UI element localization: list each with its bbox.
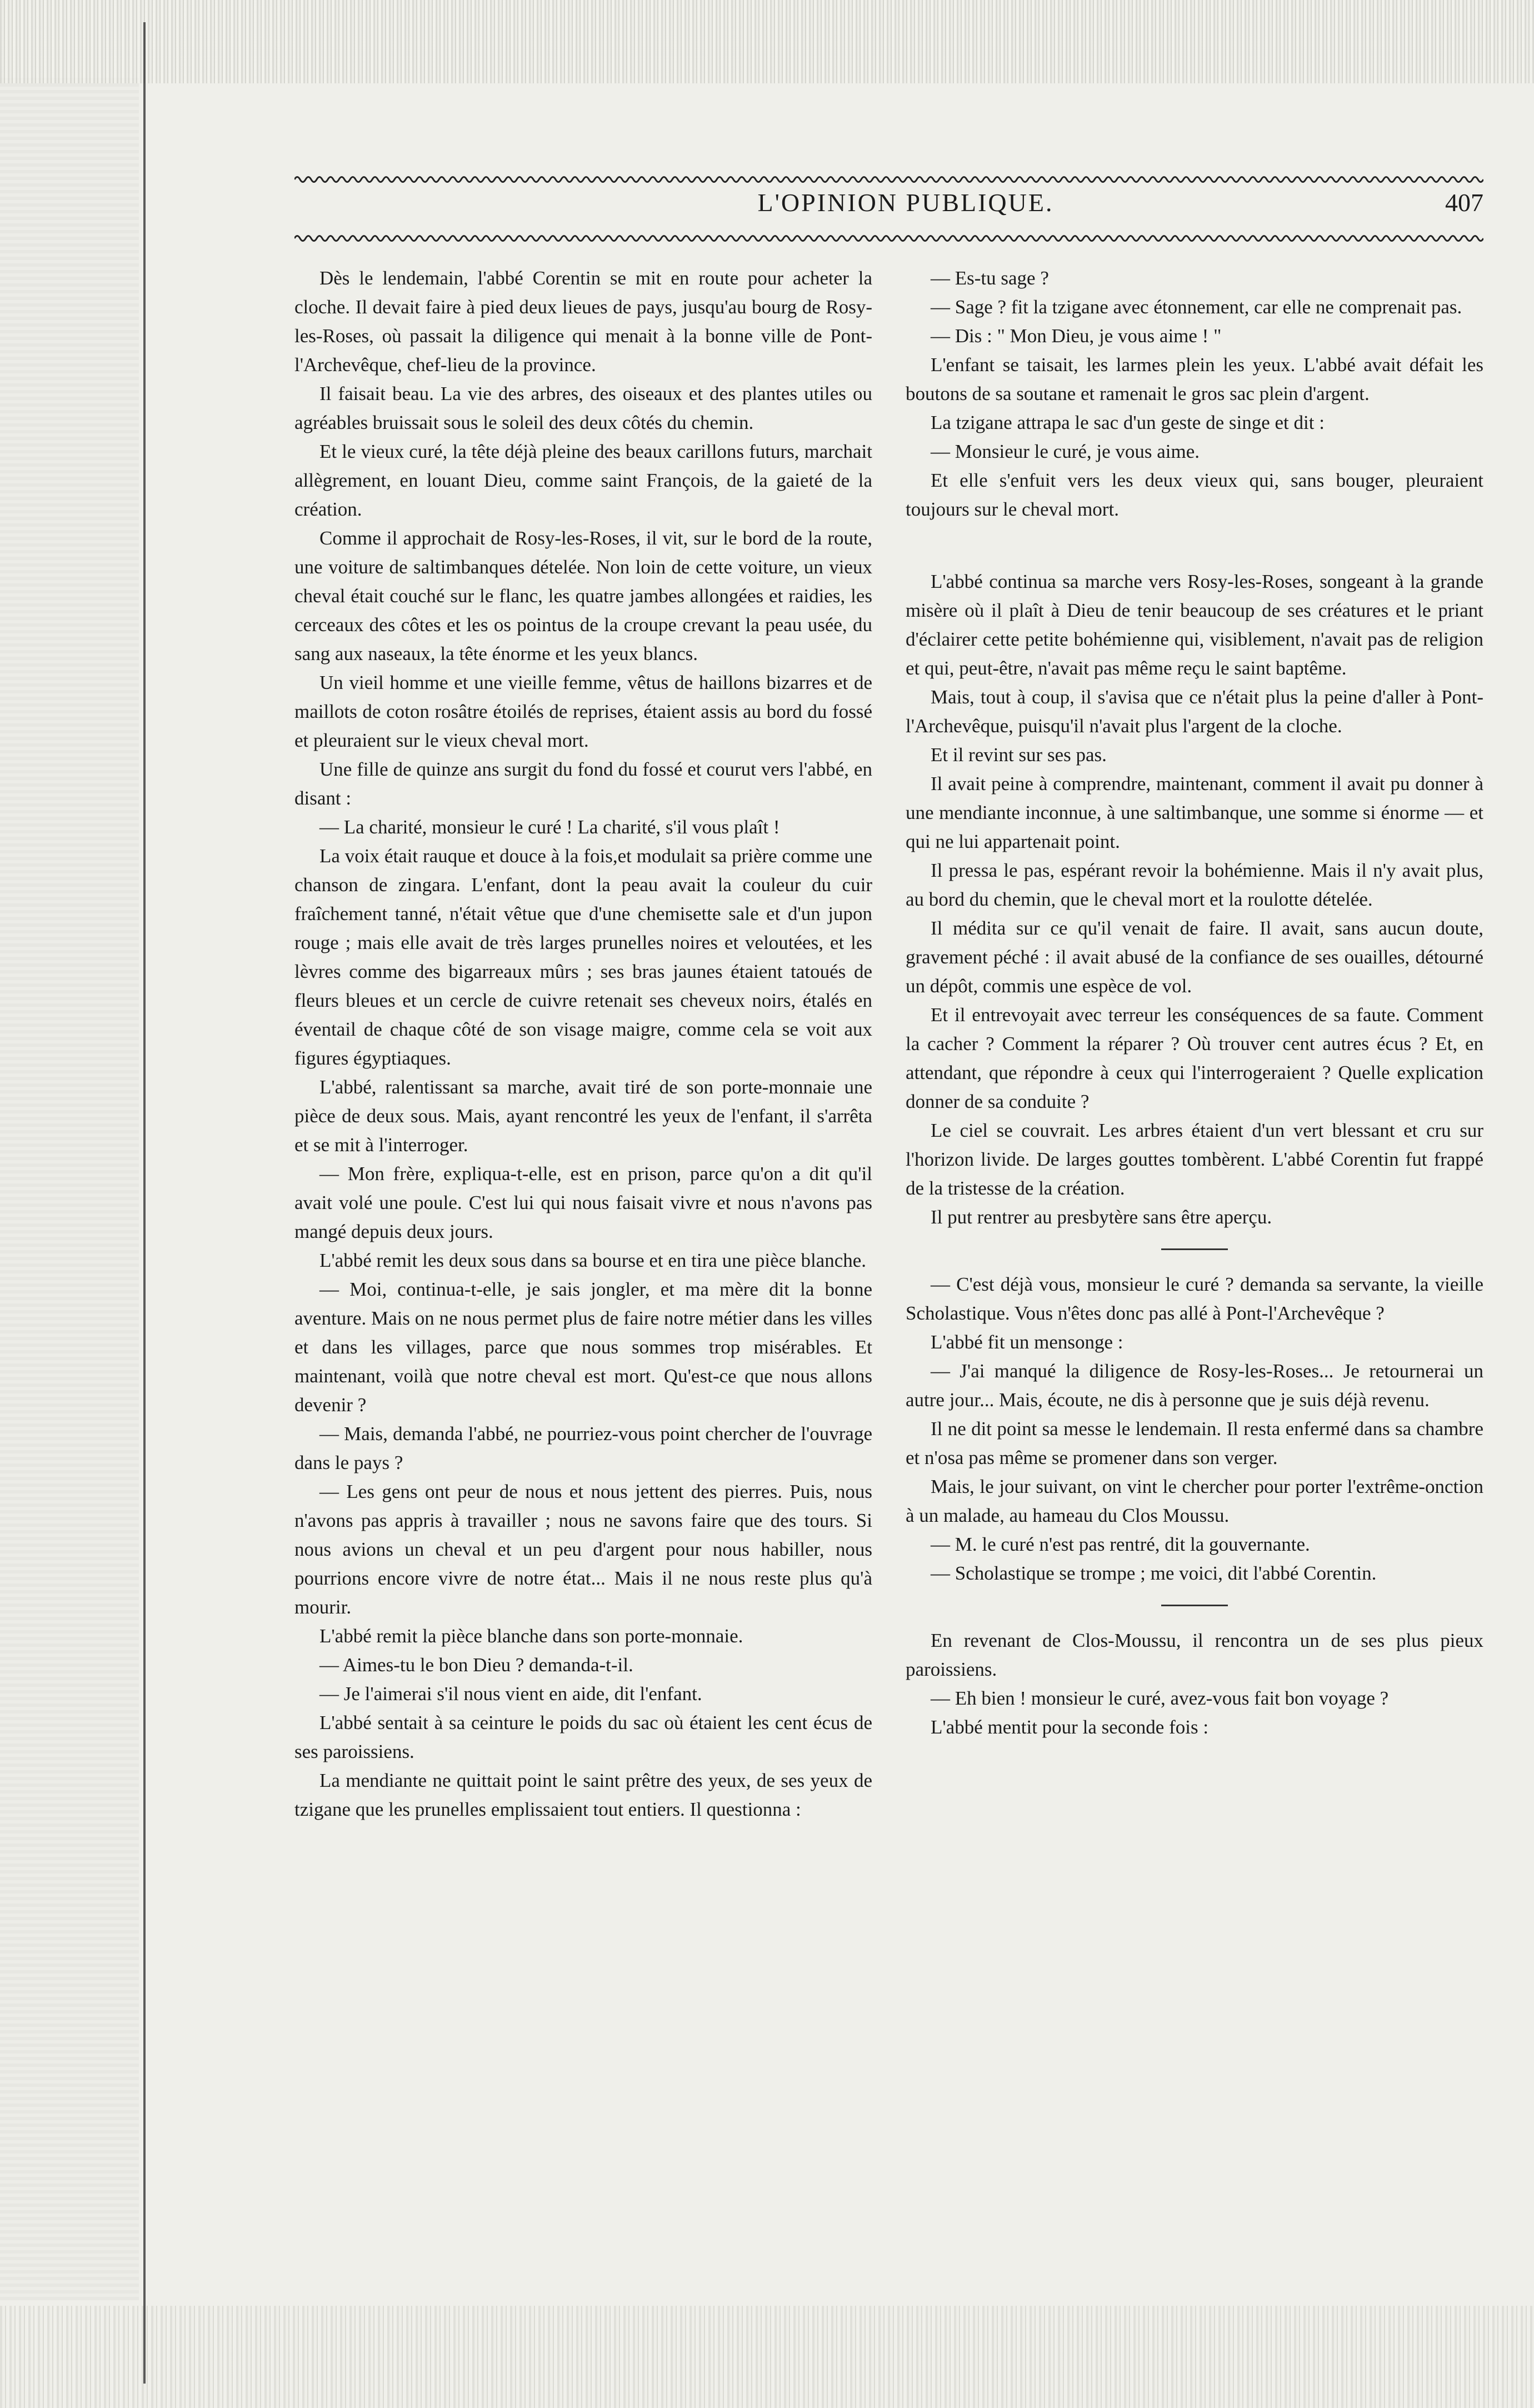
paragraph: — Monsieur le curé, je vous aime.	[931, 441, 1200, 462]
header-wavy-rule-bottom	[294, 232, 1483, 244]
binding-shadow	[0, 78, 139, 2300]
paragraph: — Mon frère, expliqua-t-elle, est en prison, parce qu'on a dit qu'il avait volé une poule. C'est lui qui nous faisait vivre et nous n'avons pas mangé depuis deux jours.	[294, 1163, 872, 1242]
paragraph: — Dis : " Mon Dieu, je vous aime ! "	[931, 325, 1222, 347]
paragraph: L'abbé remit les deux sous dans sa bourse et en tira une pièce blanche.	[319, 1250, 867, 1271]
paragraph: — C'est déjà vous, monsieur le curé ? demanda sa servante, la vieille Scholastique. Vous n'êtes donc pas allé à Pont-l'Archevêque ?	[906, 1273, 1483, 1324]
paragraph: Mais, le jour suivant, on vint le chercher pour porter l'extrême-onction à un malade, au hameau du Clos Moussu.	[906, 1476, 1483, 1526]
paragraph: Le ciel se couvrait. Les arbres étaient d'un vert blessant et cru sur l'horizon livide. De larges gouttes tombèrent. L'abbé Corentin fut frappé de la tristesse de la création.	[906, 1120, 1483, 1199]
paragraph: — Les gens ont peur de nous et nous jettent des pierres. Puis, nous n'avons pas appris à travailler ; nous ne savons faire que des tours. Si nous avions un cheval et un peu d'argent pour nous habiller, nous pourrions encore vivre de notre état... Mais il ne nous reste plus qu'à mourir.	[294, 1481, 872, 1618]
right-text-column	[906, 264, 1483, 2275]
paragraph: Il médita sur ce qu'il venait de faire. Il avait, sans aucun doute, gravement péché : il avait abusé de la confiance de ses ouailles, détourné un dépôt, commis une espèce de vol.	[906, 917, 1483, 997]
section-break-space	[906, 524, 1483, 567]
paragraph: — Eh bien ! monsieur le curé, avez-vous fait bon voyage ?	[931, 1687, 1389, 1709]
paragraph: — Es-tu sage ?	[931, 267, 1049, 289]
paragraph: La voix était rauque et douce à la fois,et modulait sa prière comme une chanson de zingara. L'enfant, dont la peau avait la couleur du cuir fraîchement tanné, n'était vêtue que d'une chemisette sale et d'un jupon rouge ; mais elle avait de très larges prunelles noires et veloutées, et les lèvres comme des bigarreaux mûrs ; ses bras jaunes étaient tatoués de fleurs bleues et un cercle de cuivre retenait ses cheveux noirs, étalés en éventail de chaque côté de son visage maigre, comme cela se voit aux figures égyptiaques.	[294, 845, 872, 1069]
paragraph: — M. le curé n'est pas rentré, dit la gouvernante.	[931, 1533, 1310, 1555]
paragraph: La mendiante ne quittait point le saint prêtre des yeux, de ses yeux de tzigane que les prunelles emplissaient tout entiers. Il questionna :	[294, 1770, 872, 1820]
paragraph: L'abbé sentait à sa ceinture le poids du sac où étaient les cent écus de ses paroissiens.	[294, 1712, 872, 1762]
paragraph: Et elle s'enfuit vers les deux vieux qui, sans bouger, pleuraient toujours sur le cheval mort.	[906, 469, 1483, 520]
paragraph: — Je l'aimerai s'il nous vient en aide, dit l'enfant.	[319, 1683, 702, 1705]
paragraph: — J'ai manqué la diligence de Rosy-les-Roses... Je retournerai un autre jour... Mais, écoute, ne dis à personne que je suis déjà revenu.	[906, 1360, 1483, 1411]
paragraph: L'abbé continua sa marche vers Rosy-les-Roses, songeant à la grande misère où il plaît à Dieu de tenir beaucoup de ses créatures et le priant d'éclairer cette petite bohémienne qui, visiblement, n'avait pas de religion et qui, peut-être, n'avait pas même reçu le saint baptême.	[906, 571, 1483, 679]
paragraph: — Aimes-tu le bon Dieu ? demanda-t-il.	[319, 1654, 633, 1676]
paragraph: Une fille de quinze ans surgit du fond du fossé et courut vers l'abbé, en disant :	[294, 758, 872, 809]
paragraph: — Mais, demanda l'abbé, ne pourriez-vous point chercher de l'ouvrage dans le pays ?	[294, 1423, 872, 1473]
header-wavy-rule-top	[294, 173, 1483, 186]
paragraph: L'abbé mentit pour la seconde fois :	[931, 1716, 1209, 1738]
paragraph: Un vieil homme et une vieille femme, vêtus de haillons bizarres et de maillots de coton rosâtre étoilés de reprises, étaient assis au bord du fossé et pleuraient sur le vieux cheval mort.	[294, 672, 872, 751]
left-text-column	[294, 264, 872, 2275]
paragraph: Il faisait beau. La vie des arbres, des oiseaux et des plantes utiles ou agréables bruissait sous le soleil des deux côtés du chemin.	[294, 383, 872, 433]
paragraph: Il pressa le pas, espérant revoir la bohémienne. Mais il n'y avait plus, au bord du chemin, que le cheval mort et la roulotte dételée.	[906, 860, 1483, 910]
binding-line	[143, 22, 146, 2384]
paragraph: — La charité, monsieur le curé ! La charité, s'il vous plaît !	[319, 816, 780, 838]
paragraph: L'abbé fit un mensonge :	[931, 1331, 1123, 1353]
paragraph: Il avait peine à comprendre, maintenant, comment il avait pu donner à une mendiante inconnue, à une saltimbanque, une somme si énorme — et qui ne lui appartenait point.	[906, 773, 1483, 852]
paragraph: Comme il approchait de Rosy-les-Roses, il vit, sur le bord de la route, une voiture de saltimbanques dételée. Non loin de cette voiture, un vieux cheval était couché sur le flanc, les quatre jambes allongées et raidies, les cerceaux des côtes et les os pointus de la croupe crevant la peau usée, du sang aux naseaux, la tête énorme et les yeux blancs.	[294, 527, 872, 665]
paragraph: Et il entrevoyait avec terreur les conséquences de sa faute. Comment la cacher ? Comment la réparer ? Où trouver cent autres écus ? Et, en attendant, que répondre à ceux qui l'interrogeraient ? Quelle explication donner de sa conduite ?	[906, 1004, 1483, 1112]
paragraph: — Sage ? fit la tzigane avec étonnement, car elle ne comprenait pas.	[931, 296, 1462, 318]
paragraph: La tzigane attrapa le sac d'un geste de singe et dit :	[931, 412, 1325, 433]
paragraph: Il put rentrer au presbytère sans être aperçu.	[931, 1206, 1272, 1228]
paragraph: En revenant de Clos-Moussu, il rencontra un de ses plus pieux paroissiens.	[906, 1630, 1483, 1680]
paragraph: L'abbé, ralentissant sa marche, avait tiré de son porte-monnaie une pièce de deux sous. Mais, ayant rencontré les yeux de l'enfant, il s'arrêta et se mit à l'interroger.	[294, 1076, 872, 1156]
page-number: 407	[1445, 188, 1483, 217]
paragraph: L'abbé remit la pièce blanche dans son porte-monnaie.	[319, 1625, 743, 1647]
paragraph: L'enfant se taisait, les larmes plein les yeux. L'abbé avait défait les boutons de sa soutane et ramenait le gros sac plein d'argent.	[906, 354, 1483, 404]
running-head-title: L'OPINION PUBLIQUE.	[757, 188, 1054, 217]
section-rule	[1161, 1605, 1228, 1606]
paragraph: — Scholastique se trompe ; me voici, dit l'abbé Corentin.	[931, 1562, 1377, 1584]
paragraph: Et il revint sur ses pas.	[931, 744, 1107, 766]
paragraph: Mais, tout à coup, il s'avisa que ce n'était plus la peine d'aller à Pont-l'Archevêque, puisqu'il n'avait plus l'argent de la cloche.	[906, 686, 1483, 737]
scan-edge-top	[0, 0, 1534, 83]
section-rule	[1161, 1248, 1228, 1250]
scan-edge-bottom	[0, 2306, 1534, 2408]
paragraph: Et le vieux curé, la tête déjà pleine des beaux carillons futurs, marchait allègrement, en louant Dieu, comme saint François, de la gaieté de la création.	[294, 441, 872, 520]
paragraph: — Moi, continua-t-elle, je sais jongler, et ma mère dit la bonne aventure. Mais on ne nous permet plus de faire notre métier dans les villes et dans les villages, parce que nous sommes trop misérables. Et maintenant, voilà que notre cheval est mort. Qu'est-ce que nous allons devenir ?	[294, 1278, 872, 1416]
paragraph: Dès le lendemain, l'abbé Corentin se mit en route pour acheter la cloche. Il devait faire à pied deux lieues de pays, jusqu'au bourg de Rosy-les-Roses, où passait la diligence qui menait à la bonne ville de Pont-l'Archevêque, chef-lieu de la province.	[294, 267, 872, 376]
paragraph: Il ne dit point sa messe le lendemain. Il resta enfermé dans sa chambre et n'osa pas même se promener dans son verger.	[906, 1418, 1483, 1468]
